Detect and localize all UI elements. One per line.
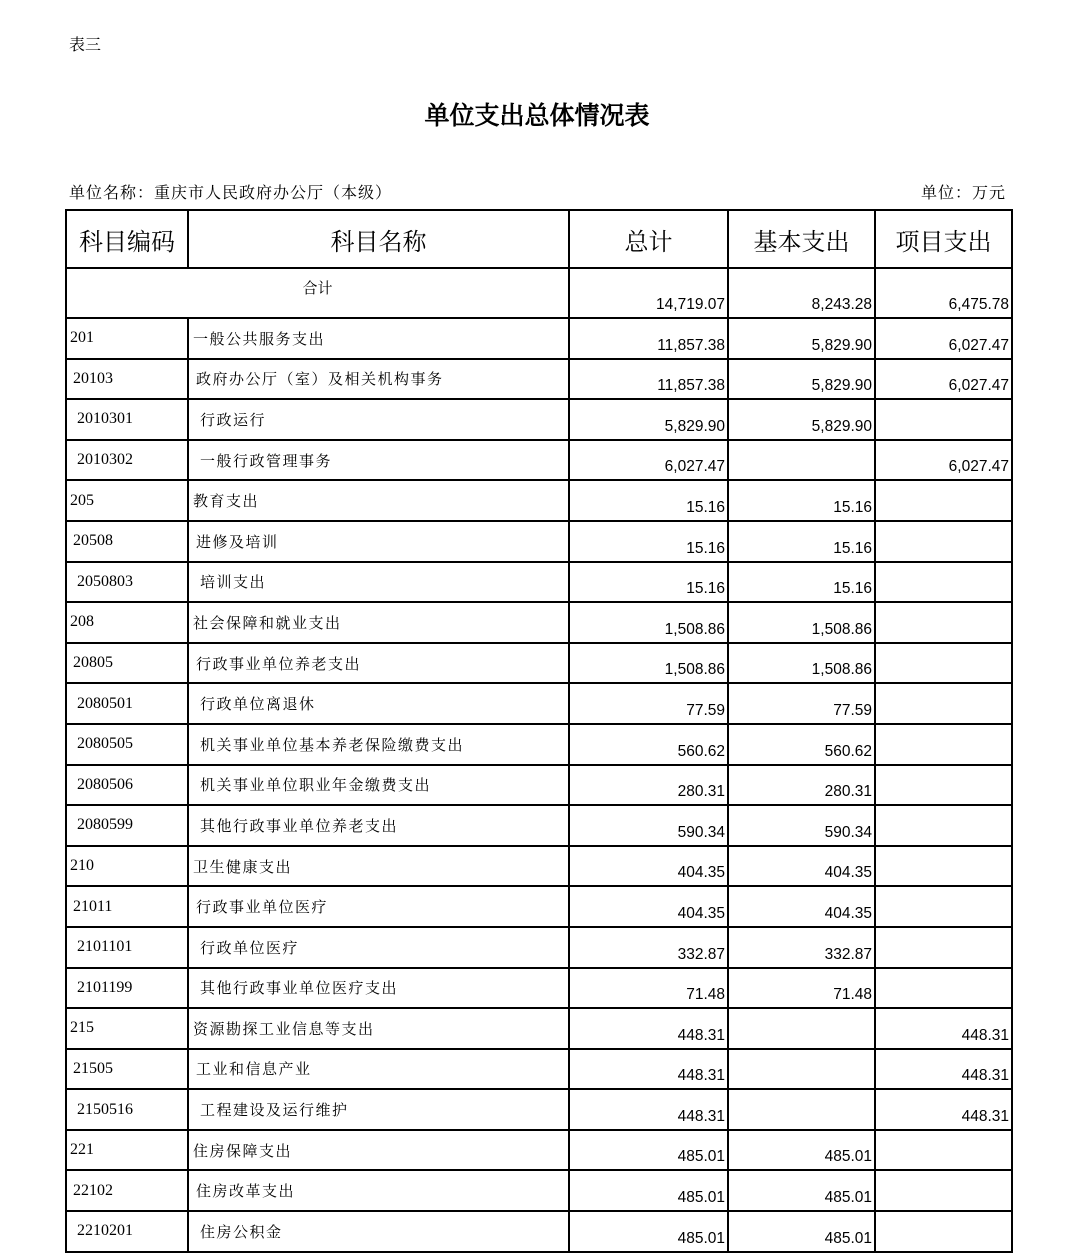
subject-name-cell: 住房保障支出: [188, 1130, 569, 1171]
subject-code-cell: 2150516: [66, 1089, 188, 1130]
basic-expenditure-cell: 1,508.86: [728, 643, 875, 684]
total-amount-cell: 448.31: [569, 1089, 728, 1130]
table-row: [66, 562, 1012, 603]
table-row: [66, 724, 1012, 765]
subject-name-cell: 行政单位医疗: [188, 927, 569, 968]
project-expenditure-cell: [875, 562, 1012, 603]
table-row: [66, 846, 1012, 887]
subject-code-cell: 20103: [66, 359, 188, 400]
currency-unit-label: 单位：万元: [920, 183, 1006, 202]
basic-expenditure-cell: 590.34: [728, 805, 875, 846]
subject-code-cell: 205: [66, 480, 188, 521]
table-row: [66, 968, 1012, 1009]
basic-expenditure-cell: 332.87: [728, 927, 875, 968]
subject-code-cell: 2080599: [66, 805, 188, 846]
subject-code-cell: 208: [66, 602, 188, 643]
subject-name-cell: 卫生健康支出: [188, 846, 569, 887]
basic-expenditure-cell: [728, 440, 875, 481]
table-row: [66, 480, 1012, 521]
subject-code-cell: 2210201: [66, 1211, 188, 1252]
subject-code-cell: 2050803: [66, 562, 188, 603]
subject-name-cell: 进修及培训: [188, 521, 569, 562]
subject-name-cell: 行政事业单位养老支出: [188, 643, 569, 684]
subject-name-cell: 其他行政事业单位养老支出: [188, 805, 569, 846]
total-amount-cell: 11,857.38: [569, 359, 728, 400]
subject-name-cell: 行政事业单位医疗: [188, 886, 569, 927]
project-expenditure-cell: [875, 724, 1012, 765]
total-amount-cell: 71.48: [569, 968, 728, 1009]
project-expenditure-cell: [875, 1170, 1012, 1211]
subject-code-cell: 210: [66, 846, 188, 887]
subject-name-cell: 行政运行: [188, 399, 569, 440]
project-expenditure-cell: 6,027.47: [875, 359, 1012, 400]
subject-name-cell: 工程建设及运行维护: [188, 1089, 569, 1130]
basic-expenditure-cell: 485.01: [728, 1211, 875, 1252]
header-subject-name: 科目名称: [188, 210, 569, 268]
subject-code-cell: 2080501: [66, 683, 188, 724]
basic-expenditure-cell: [728, 1008, 875, 1049]
project-expenditure-cell: [875, 643, 1012, 684]
page-title: 单位支出总体情况表: [424, 101, 650, 130]
subject-name-cell: 教育支出: [188, 480, 569, 521]
table-row: [66, 1089, 1012, 1130]
total-amount-cell: 485.01: [569, 1211, 728, 1252]
basic-expenditure-cell: 15.16: [728, 521, 875, 562]
table-row: [66, 927, 1012, 968]
subject-name-cell: 行政单位离退休: [188, 683, 569, 724]
basic-expenditure-cell: 280.31: [728, 765, 875, 806]
project-expenditure-cell: 448.31: [875, 1008, 1012, 1049]
subject-code-cell: 21505: [66, 1049, 188, 1090]
project-expenditure-cell: [875, 846, 1012, 887]
basic-expenditure-cell: 5,829.90: [728, 399, 875, 440]
subject-code-cell: 201: [66, 318, 188, 359]
header-total: 总计: [569, 210, 728, 268]
table-row: [66, 318, 1012, 359]
total-amount-cell: 15.16: [569, 562, 728, 603]
table-row: [66, 440, 1012, 481]
table-row: [66, 1130, 1012, 1171]
total-amount-cell: 5,829.90: [569, 399, 728, 440]
basic-expenditure-cell: 5,829.90: [728, 359, 875, 400]
table-row: [66, 643, 1012, 684]
subject-code-cell: 20508: [66, 521, 188, 562]
subject-name-cell: 住房公积金: [188, 1211, 569, 1252]
project-expenditure-cell: [875, 1130, 1012, 1171]
basic-expenditure-cell: 404.35: [728, 846, 875, 887]
subject-name-cell: 机关事业单位基本养老保险缴费支出: [188, 724, 569, 765]
table-header-row: [66, 210, 1012, 268]
total-amount-cell: 77.59: [569, 683, 728, 724]
basic-expenditure-cell: [728, 1089, 875, 1130]
total-amount-cell: 15.16: [569, 480, 728, 521]
project-expenditure-cell: 448.31: [875, 1089, 1012, 1130]
project-expenditure-cell: [875, 480, 1012, 521]
basic-expenditure-cell: [728, 1049, 875, 1090]
basic-expenditure-cell: 77.59: [728, 683, 875, 724]
basic-expenditure-cell: 485.01: [728, 1130, 875, 1171]
subject-name-cell: 住房改革支出: [188, 1170, 569, 1211]
project-expenditure-cell: [875, 399, 1012, 440]
total-amount-cell: 560.62: [569, 724, 728, 765]
project-expenditure-cell: [875, 521, 1012, 562]
basic-expenditure-cell: 15.16: [728, 480, 875, 521]
table-row: [66, 399, 1012, 440]
subject-name-cell: 其他行政事业单位医疗支出: [188, 968, 569, 1009]
subject-name-cell: 社会保障和就业支出: [188, 602, 569, 643]
subject-code-cell: 20805: [66, 643, 188, 684]
subject-code-cell: 2010302: [66, 440, 188, 481]
subject-name-cell: 一般行政管理事务: [188, 440, 569, 481]
header-basic-expenditure: 基本支出: [728, 210, 875, 268]
total-amount-cell: 448.31: [569, 1008, 728, 1049]
subject-name-cell: 一般公共服务支出: [188, 318, 569, 359]
table-row: [66, 1049, 1012, 1090]
total-amount-cell: 590.34: [569, 805, 728, 846]
table-row: [66, 683, 1012, 724]
subject-code-cell: 215: [66, 1008, 188, 1049]
header-project-expenditure: 项目支出: [875, 210, 1012, 268]
unit-name-label: 单位名称：重庆市人民政府办公厅（本级）: [69, 183, 393, 202]
subject-code-cell: 2010301: [66, 399, 188, 440]
subject-code-cell: 2080506: [66, 765, 188, 806]
header-subject-code: 科目编码: [66, 210, 188, 268]
total-amount-cell: 280.31: [569, 765, 728, 806]
subject-name-cell: 工业和信息产业: [188, 1049, 569, 1090]
basic-expenditure-cell: 485.01: [728, 1170, 875, 1211]
expenditure-table: [65, 209, 1013, 1253]
table-row: [66, 886, 1012, 927]
table-row: [66, 1170, 1012, 1211]
total-basic: 8,243.28: [728, 268, 875, 318]
subject-code-cell: 2101101: [66, 927, 188, 968]
subject-code-cell: 21011: [66, 886, 188, 927]
subject-name-cell: 资源勘探工业信息等支出: [188, 1008, 569, 1049]
total-amount-cell: 448.31: [569, 1049, 728, 1090]
table-row: [66, 359, 1012, 400]
project-expenditure-cell: [875, 683, 1012, 724]
table-row: [66, 805, 1012, 846]
subject-name-cell: 政府办公厅（室）及相关机构事务: [188, 359, 569, 400]
subject-code-cell: 2080505: [66, 724, 188, 765]
basic-expenditure-cell: 71.48: [728, 968, 875, 1009]
table-row: [66, 521, 1012, 562]
total-amount-cell: 6,027.47: [569, 440, 728, 481]
total-amount: 14,719.07: [569, 268, 728, 318]
total-amount-cell: 404.35: [569, 886, 728, 927]
subject-code-cell: 22102: [66, 1170, 188, 1211]
project-expenditure-cell: 6,027.47: [875, 318, 1012, 359]
project-expenditure-cell: [875, 765, 1012, 806]
basic-expenditure-cell: 404.35: [728, 886, 875, 927]
total-amount-cell: 485.01: [569, 1130, 728, 1171]
basic-expenditure-cell: 5,829.90: [728, 318, 875, 359]
total-row: [66, 268, 1012, 318]
subject-code-cell: 221: [66, 1130, 188, 1171]
total-amount-cell: 485.01: [569, 1170, 728, 1211]
project-expenditure-cell: [875, 805, 1012, 846]
total-amount-cell: 11,857.38: [569, 318, 728, 359]
table-row: [66, 602, 1012, 643]
basic-expenditure-cell: 1,508.86: [728, 602, 875, 643]
project-expenditure-cell: [875, 1211, 1012, 1252]
total-amount-cell: 1,508.86: [569, 643, 728, 684]
subject-name-cell: 培训支出: [188, 562, 569, 603]
subject-name-cell: 机关事业单位职业年金缴费支出: [188, 765, 569, 806]
project-expenditure-cell: 448.31: [875, 1049, 1012, 1090]
total-amount-cell: 1,508.86: [569, 602, 728, 643]
table-row: [66, 1211, 1012, 1252]
basic-expenditure-cell: 560.62: [728, 724, 875, 765]
total-amount-cell: 332.87: [569, 927, 728, 968]
project-expenditure-cell: [875, 602, 1012, 643]
total-amount-cell: 404.35: [569, 846, 728, 887]
project-expenditure-cell: [875, 927, 1012, 968]
table-number: 表三: [69, 35, 102, 54]
total-label: 合计: [66, 268, 569, 318]
table-row: [66, 765, 1012, 806]
project-expenditure-cell: [875, 968, 1012, 1009]
basic-expenditure-cell: 15.16: [728, 562, 875, 603]
table-row: [66, 1008, 1012, 1049]
project-expenditure-cell: [875, 886, 1012, 927]
total-amount-cell: 15.16: [569, 521, 728, 562]
subject-code-cell: 2101199: [66, 968, 188, 1009]
total-project: 6,475.78: [875, 268, 1012, 318]
project-expenditure-cell: 6,027.47: [875, 440, 1012, 481]
